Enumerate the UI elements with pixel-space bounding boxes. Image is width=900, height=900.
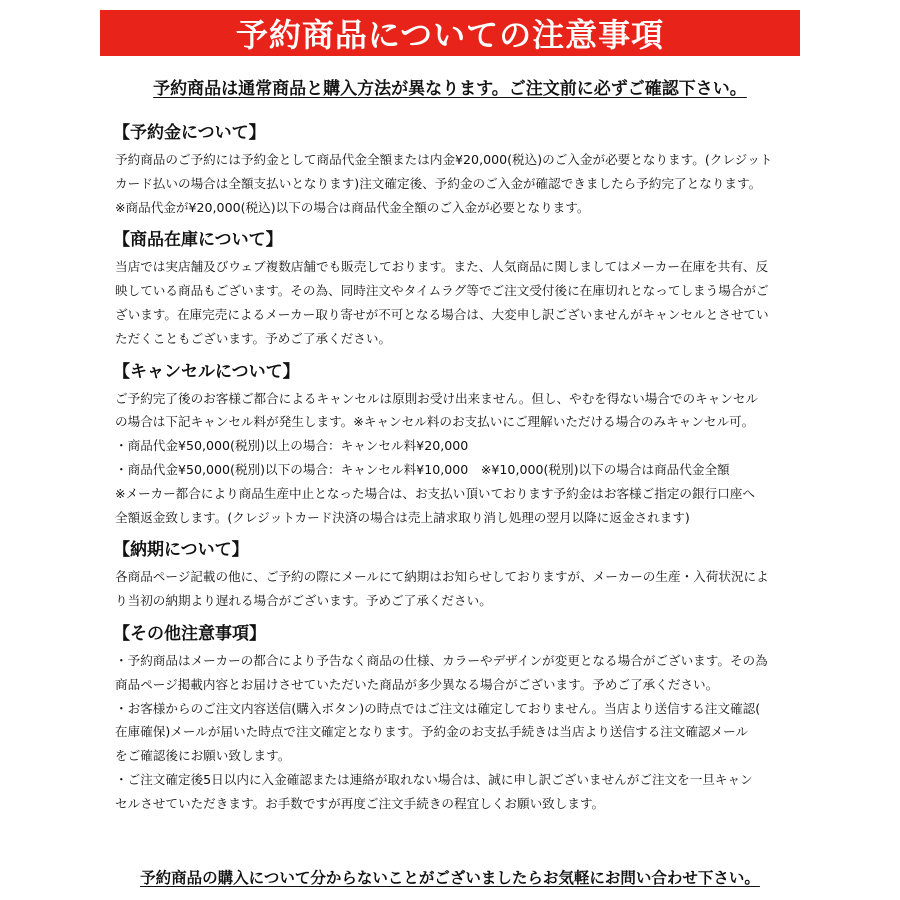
text-line: 当店では実店舗及びウェブ複数店舗でも販売しております。また、人気商品に関しましてはメーカー在庫を共有、反 — [115, 259, 769, 275]
text-line: ・商品代金¥50,000(税別)以下の場合：キャンセル料¥10,000 ※¥10,000(税別)以下の場合は商品代金全額 — [115, 461, 730, 477]
section-deposit — [113, 118, 793, 219]
text-line: ただくこともございます。予めご了承ください。 — [115, 330, 392, 346]
section-body — [113, 255, 793, 350]
section-cancel — [113, 357, 793, 530]
text-line: をご確認後にお願い致します。 — [115, 748, 291, 764]
section-body — [113, 387, 793, 530]
section-delivery — [113, 535, 793, 613]
text-line: ※商品代金が¥20,000(税込)以下の場合は商品代金全額のご入金が必要となります。 — [115, 199, 590, 215]
text-line: の場合は下記キャンセル料が発生します。※キャンセル料のお支払いにご理解いただける場合のみキャンセル可。 — [115, 414, 755, 430]
section-body — [113, 148, 793, 219]
text-line: ・予約商品はメーカーの都合により予告なく商品の仕様、カラーやデザインが変更となる場合がございます。その為 — [115, 652, 768, 668]
text-line: カード払いの場合は全額支払いとなります)注文確定後、予約金のご入金が確認できましたら予約完了となります。 — [115, 175, 762, 191]
text-line: 各商品ページ記載の他に、ご予約の際にメールにて納期はお知らせしておりますが、メーカーの生産・入荷状況によ — [115, 569, 769, 585]
text-line: ご予約完了後のお客様ご都合によるキャンセルは原則お受け出来ません。但し、やむを得ない場合でのキャンセル — [115, 390, 759, 406]
section-body — [113, 565, 793, 613]
footer-contact-notice: 予約商品の購入について分からないことがございましたらお気軽にお問い合わせ下さい。 — [140, 869, 760, 887]
section-body — [113, 649, 793, 816]
text-line: ・お客様からのご注文内容送信(購入ボタン)の時点ではご注文は確定しておりません。当店より送信する注文確認( — [115, 700, 761, 716]
section-other — [113, 619, 793, 816]
section-heading: 【商品在庫について】 — [113, 230, 283, 251]
page-title: 予約商品についての注意事項 — [235, 16, 665, 54]
lead-notice: 予約商品は通常商品と購入方法が異なります。ご注文前に必ずご確認下さい。 — [153, 79, 747, 99]
text-line: ・商品代金¥50,000(税別)以上の場合：キャンセル料¥20,000 — [115, 438, 469, 454]
text-line: ざいます。在庫完売によるメーカー取り寄せが不可となる場合は、大変申し訳ございませんがキャンセルとさせてい — [115, 306, 769, 322]
section-heading: 【キャンセルについて】 — [113, 361, 300, 382]
text-line: 商品ページ掲載内容とお届けさせていただいた商品が多少異なる場合がございます。予めご了承ください。 — [115, 676, 719, 692]
text-line: 在庫確保)メールが届いた時点で注文確定となります。予約金のお支払手続きは当店より送信する注文確認メール — [115, 724, 749, 740]
text-line: り当初の納期より遅れる場合がございます。予めご了承ください。 — [115, 593, 492, 609]
text-line: ※メーカー都合により商品生産中止となった場合は、お支払い頂いております予約金はお客様ご指定の銀行口座へ — [115, 485, 755, 501]
section-heading: 【その他注意事項】 — [113, 623, 266, 644]
text-line: 全額返金致します。(クレジットカード決済の場合は売上請求取り消し処理の翌月以降に返金されます) — [115, 509, 690, 525]
section-heading: 【納期について】 — [113, 540, 249, 561]
text-line: 映している商品もございます。その為、同時注文やタイムラグ等でご注文受付後に在庫切れとなってしまう場合がご — [115, 283, 769, 299]
text-line: セルさせていただきます。お手数ですが再度ご注文手続きの程宜しくお願い致します。 — [115, 795, 605, 811]
text-line: ・ご注文確定後5日以内に入金確認または連絡が取れない場合は、誠に申し訳ございませんがご注文を一旦キャン — [115, 771, 753, 787]
text-line: 予約商品のご予約には予約金として商品代金全額または内金¥20,000(税込)のご入金が必要となります。(クレジット — [115, 152, 773, 167]
section-heading: 【予約金について】 — [113, 123, 266, 143]
notice-content — [113, 118, 793, 822]
section-stock — [113, 225, 793, 350]
title-banner — [100, 10, 800, 56]
